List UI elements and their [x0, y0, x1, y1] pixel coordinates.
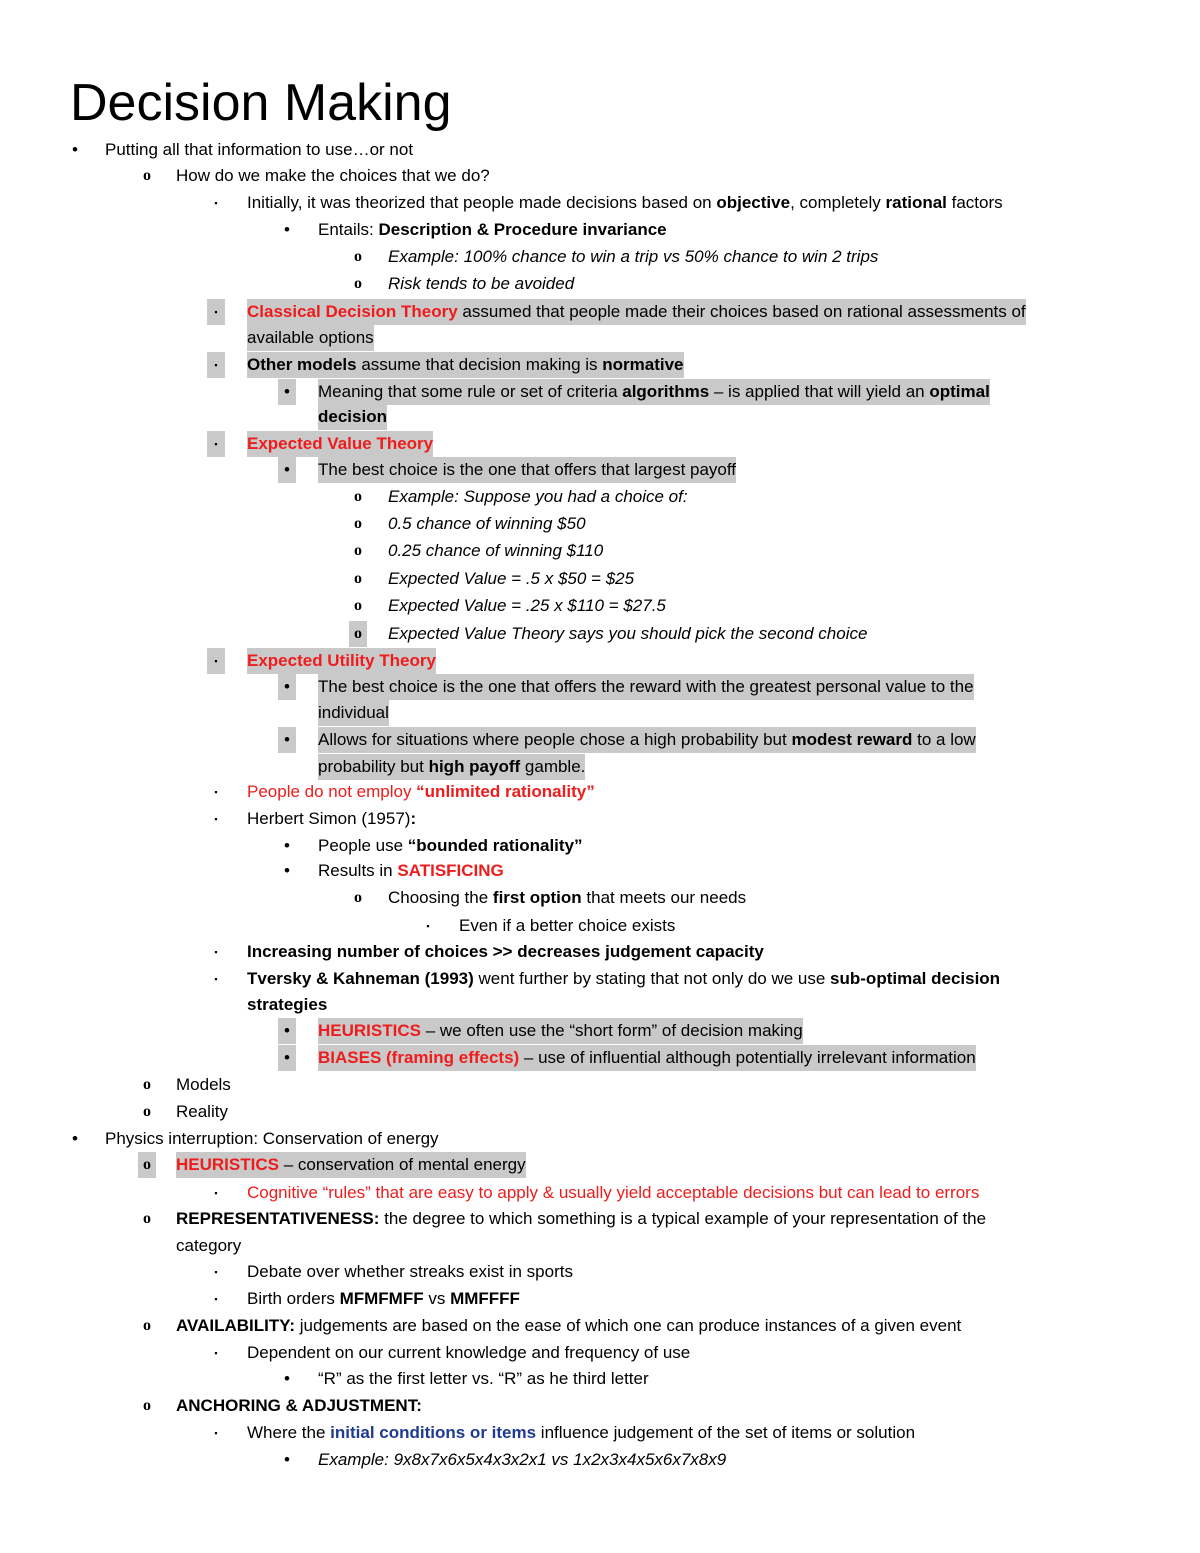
text-run: HEURISTICS — [318, 1021, 421, 1040]
line-text — [318, 674, 974, 700]
text-run: probability but — [318, 757, 429, 776]
line-text — [318, 457, 736, 483]
line-text — [318, 1447, 726, 1473]
disc-bullet-icon: • — [278, 727, 296, 753]
line-text — [318, 379, 990, 405]
line-text — [318, 727, 976, 753]
text-run: Reality — [176, 1102, 228, 1121]
line-text — [318, 404, 387, 430]
text-run: high payoff — [428, 757, 521, 776]
disc-bullet-icon: • — [278, 1045, 296, 1071]
line-text — [247, 1420, 915, 1446]
text-run: REPRESENTATIVENESS: — [176, 1209, 380, 1228]
line-text — [318, 833, 583, 859]
disc-bullet-icon: • — [284, 1450, 290, 1469]
o-bullet-icon: o — [143, 167, 151, 184]
text-run: Where the — [247, 1423, 331, 1442]
line-text — [176, 1099, 228, 1125]
line-text — [176, 1393, 422, 1419]
text-run: Allows for situations where people chose a high probability but — [318, 730, 792, 749]
disc-bullet-icon: • — [278, 379, 296, 405]
text-run: individual — [318, 703, 389, 722]
text-run: HEURISTICS — [176, 1155, 279, 1174]
text-run: – we often use the “short form” of decision making — [420, 1021, 803, 1040]
square-bullet-icon: ▪ — [214, 198, 218, 208]
square-bullet-icon: ▪ — [214, 947, 218, 957]
text-run: Risk tends to be avoided — [388, 274, 575, 293]
text-run: Example: 9x8x7x6x5x4x3x2x1 vs 1x2x3x4x5x6x7x8x9 — [318, 1450, 727, 1469]
line-text — [388, 538, 603, 564]
text-run: normative — [602, 355, 684, 374]
square-bullet-icon: ▪ — [214, 814, 218, 824]
text-run: ANCHORING & ADJUSTMENT: — [176, 1396, 422, 1415]
text-run: Physics interruption: Conservation of energy — [105, 1129, 439, 1148]
line-text — [176, 1152, 526, 1178]
line-text — [388, 621, 867, 647]
square-bullet-icon: ▪ — [214, 1294, 218, 1304]
line-text — [247, 648, 436, 674]
text-run: Classical Decision Theory — [247, 302, 458, 321]
line-text — [318, 217, 667, 243]
o-bullet-icon: o — [143, 1397, 151, 1414]
disc-bullet-icon: • — [284, 220, 290, 239]
line-text — [388, 593, 666, 619]
text-run: – conservation of mental energy — [278, 1155, 526, 1174]
text-run: available options — [247, 328, 374, 347]
text-run: 0.5 chance of winning $50 — [388, 514, 586, 533]
disc-bullet-icon: • — [278, 674, 296, 700]
text-run: vs — [423, 1289, 451, 1308]
text-run: , completely — [790, 193, 886, 212]
text-run: assumed that people made their choices based on rational assessments of — [457, 302, 1026, 321]
disc-bullet-icon: • — [284, 1369, 290, 1388]
text-run: Example: Suppose you had a choice of: — [388, 487, 688, 506]
line-text — [247, 992, 327, 1018]
line-text — [247, 431, 433, 457]
square-bullet-icon: ▪ — [207, 299, 225, 325]
text-run: The best choice is the one that offers the reward with the greatest personal value to the — [318, 677, 974, 696]
text-run: category — [176, 1236, 242, 1255]
line-text — [247, 966, 1000, 992]
text-run: 0.25 chance of winning $110 — [388, 541, 604, 560]
line-text — [318, 858, 504, 884]
o-bullet-icon: o — [354, 515, 362, 532]
text-run: Results in — [318, 861, 398, 880]
text-run: “unlimited rationality” — [416, 782, 595, 801]
o-bullet-icon: o — [354, 275, 362, 292]
page-title: Decision Making — [70, 74, 452, 132]
line-text — [105, 137, 413, 163]
line-text — [247, 779, 595, 805]
line-text — [388, 244, 878, 270]
text-run: judgements are based on the ease of which one can produce instances of a given event — [294, 1316, 962, 1335]
text-run: rational — [885, 193, 947, 212]
text-run: gamble. — [520, 757, 586, 776]
text-run: The best choice is the one that offers that largest payoff — [318, 460, 737, 479]
disc-bullet-icon: • — [284, 861, 290, 880]
text-run: assume that decision making is — [356, 355, 603, 374]
text-run: People do not employ — [247, 782, 417, 801]
text-run: objective — [716, 193, 791, 212]
line-text — [388, 885, 746, 911]
line-text — [247, 190, 1003, 216]
text-run: : — [410, 809, 417, 828]
line-text — [176, 1072, 231, 1098]
text-run: Initially, it was theorized that people made decisions based on — [247, 193, 717, 212]
line-text — [247, 325, 374, 351]
text-run: optimal — [929, 382, 990, 401]
disc-bullet-icon: • — [72, 1129, 78, 1148]
line-text — [388, 511, 586, 537]
disc-bullet-icon: • — [72, 140, 78, 159]
text-run: Other models — [247, 355, 357, 374]
text-run: Tversky & Kahneman (1993) — [247, 969, 474, 988]
text-run: “R” as the first letter vs. “R” as he third letter — [318, 1369, 649, 1388]
text-run: to a low — [912, 730, 976, 749]
square-bullet-icon: ▪ — [207, 648, 225, 674]
text-run: – use of influential although potentially irrelevant information — [519, 1048, 976, 1067]
line-text — [247, 1259, 573, 1285]
square-bullet-icon: ▪ — [214, 1428, 218, 1438]
o-bullet-icon: o — [143, 1210, 151, 1227]
text-run: Example: 100% chance to win a trip vs 50% chance to win 2 trips — [388, 247, 879, 266]
text-run: Even if a better choice exists — [459, 916, 676, 935]
text-run: Increasing number of choices >> decreases judgement capacity — [247, 942, 764, 961]
text-run: the degree to which something is a typical example of your representation of the — [379, 1209, 987, 1228]
line-text — [318, 1018, 803, 1044]
o-bullet-icon: o — [143, 1076, 151, 1093]
line-text — [247, 1340, 690, 1366]
line-text — [247, 1286, 520, 1312]
text-run: Expected Utility Theory — [247, 651, 436, 670]
text-run: MMFFFF — [450, 1289, 520, 1308]
line-text — [176, 1313, 961, 1339]
line-text — [247, 806, 416, 832]
o-bullet-icon: o — [143, 1317, 151, 1334]
text-run: strategies — [247, 995, 328, 1014]
text-run: People use — [318, 836, 408, 855]
line-text — [318, 1366, 649, 1392]
text-run: Expected Value Theory says you should pick the second choice — [388, 624, 868, 643]
line-text — [105, 1126, 439, 1152]
text-run: factors — [946, 193, 1003, 212]
text-run: modest reward — [791, 730, 913, 749]
line-text — [176, 163, 490, 189]
text-run: that meets our needs — [581, 888, 747, 907]
o-bullet-icon: o — [354, 889, 362, 906]
text-run: Entails: — [318, 220, 379, 239]
o-bullet-icon: o — [354, 597, 362, 614]
line-text — [176, 1206, 986, 1232]
line-text — [247, 352, 684, 378]
line-text — [247, 939, 764, 965]
text-run: Dependent on our current knowledge and frequency of use — [247, 1343, 691, 1362]
text-run: Meaning that some rule or set of criteria — [318, 382, 623, 401]
text-run: decision — [318, 407, 387, 426]
square-bullet-icon: ▪ — [214, 787, 218, 797]
text-run: first option — [492, 888, 582, 907]
line-text — [388, 566, 634, 592]
line-text — [247, 299, 1026, 325]
o-bullet-icon: o — [354, 248, 362, 265]
square-bullet-icon: ▪ — [214, 1267, 218, 1277]
text-run: Expected Value = .25 x $110 = $27.5 — [388, 596, 666, 615]
text-run: Birth orders — [247, 1289, 340, 1308]
line-text — [247, 1180, 979, 1206]
line-text — [176, 1233, 241, 1259]
text-run: sub-optimal decision — [830, 969, 1001, 988]
text-run: How do we make the choices that we do? — [176, 166, 490, 185]
text-run: BIASES (framing effects) — [318, 1048, 520, 1067]
text-run: Herbert Simon (1957) — [247, 809, 411, 828]
square-bullet-icon: ▪ — [207, 431, 225, 457]
text-run: AVAILABILITY: — [176, 1316, 295, 1335]
text-run: Debate over whether streaks exist in sports — [247, 1262, 573, 1281]
disc-bullet-icon: • — [278, 1018, 296, 1044]
text-run: Expected Value Theory — [247, 434, 434, 453]
line-text — [388, 484, 688, 510]
o-bullet-icon: o — [349, 621, 367, 647]
text-run: MFMFMFF — [339, 1289, 424, 1308]
disc-bullet-icon: • — [284, 836, 290, 855]
text-run: – is applied that will yield an — [709, 382, 930, 401]
text-run: algorithms — [622, 382, 710, 401]
o-bullet-icon: o — [143, 1103, 151, 1120]
text-run: SATISFICING — [397, 861, 504, 880]
square-bullet-icon: ▪ — [214, 1348, 218, 1358]
text-run: influence judgement of the set of items or solution — [536, 1423, 916, 1442]
o-bullet-icon: o — [354, 488, 362, 505]
line-text — [388, 271, 574, 297]
text-run: “bounded rationality” — [407, 836, 583, 855]
text-run: Choosing the — [388, 888, 493, 907]
line-text — [318, 700, 389, 726]
text-run: Description & Procedure invariance — [378, 220, 667, 239]
line-text — [459, 913, 675, 939]
o-bullet-icon: o — [354, 542, 362, 559]
square-bullet-icon: ▪ — [426, 921, 430, 931]
disc-bullet-icon: • — [278, 457, 296, 483]
o-bullet-icon: o — [354, 570, 362, 587]
text-run: Expected Value = .5 x $50 = $25 — [388, 569, 635, 588]
text-run: initial conditions or items — [330, 1423, 537, 1442]
text-run: Cognitive “rules” that are easy to apply & usually yield acceptable decisions but can lead to errors — [247, 1183, 980, 1202]
text-run: Putting all that information to use…or not — [105, 140, 414, 159]
line-text — [318, 754, 585, 780]
square-bullet-icon: ▪ — [207, 352, 225, 378]
square-bullet-icon: ▪ — [214, 1188, 218, 1198]
square-bullet-icon: ▪ — [214, 974, 218, 984]
o-bullet-icon: o — [138, 1152, 156, 1178]
line-text — [318, 1045, 976, 1071]
text-run: Models — [176, 1075, 231, 1094]
text-run: went further by stating that not only do we use — [473, 969, 831, 988]
